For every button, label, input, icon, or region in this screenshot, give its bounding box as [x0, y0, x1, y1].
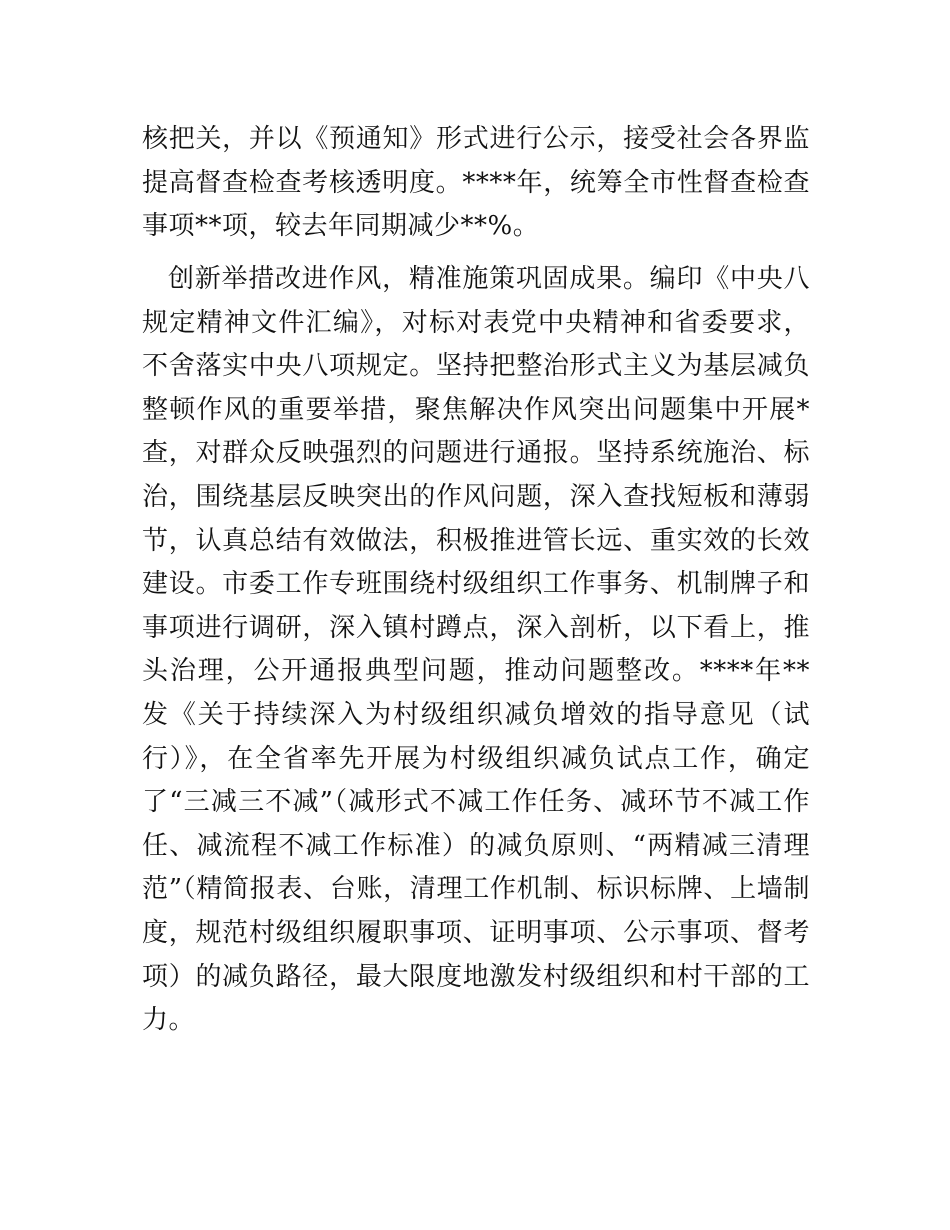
- paragraph-line: 发《关于持续深入为村级组织减负增效的指导意见（试: [142, 699, 810, 730]
- paragraph-line: 治，围绕基层反映突出的作风问题，深入查找短板和薄弱: [142, 481, 810, 512]
- paragraph-line: 事项**项，较去年同期减少**%。: [142, 211, 540, 242]
- paragraph-line: 节，认真总结有效做法，积极推进管长远、重实效的长效: [142, 525, 810, 556]
- paragraph-line: 事项进行调研，深入镇村蹲点，深入剖析，以下看上，推: [142, 612, 810, 643]
- paragraph-line: 范”（精简报表、台账，清理工作机制、标识标牌、上墙制: [142, 874, 810, 905]
- paragraph-line: 力。: [142, 1005, 196, 1036]
- paragraph-line: 创新举措改进作风，精准施策巩固成果。编印《中央八: [168, 264, 810, 294]
- paragraph-line: 规定精神文件汇编》，对标对表党中央精神和省委要求，: [142, 307, 810, 338]
- paragraph-line: 整顿作风的重要举措，聚焦解决作风突出问题集中开展*: [142, 394, 810, 425]
- paragraph-line: 了“三减三不减”（减形式不减工作任务、减环节不减工作: [142, 787, 810, 818]
- paragraph-line: 提高督查检查考核透明度。****年，统筹全市性督查检查: [142, 167, 810, 198]
- paragraph-line: 核把关，并以《预通知》形式进行公示，接受社会各界监: [142, 124, 810, 154]
- paragraph-line: 建设。市委工作专班围绕村级组织工作事务、机制牌子和: [142, 569, 810, 600]
- paragraph-line: 头治理，公开通报典型问题，推动问题整改。****年**: [142, 656, 810, 687]
- paragraph-line: 任、减流程不减工作标准）的减负原则、“两精减三清理: [142, 830, 810, 861]
- paragraph-line: 度，规范村级组织履职事项、证明事项、公示事项、督考: [142, 917, 810, 948]
- paragraph-line: 项）的减负路径，最大限度地激发村级组织和村干部的工: [142, 961, 810, 992]
- paragraph-line: 不舍落实中央八项规定。坚持把整治形式主义为基层减负: [142, 351, 810, 382]
- paragraph-2: [142, 258, 810, 1043]
- paragraph-line: 行）》，在全省率先开展为村级组织减负试点工作，确定: [142, 743, 810, 774]
- paragraph-line: 查，对群众反映强烈的问题进行通报。坚持系统施治、标: [142, 438, 810, 469]
- paragraph-1: [142, 118, 810, 249]
